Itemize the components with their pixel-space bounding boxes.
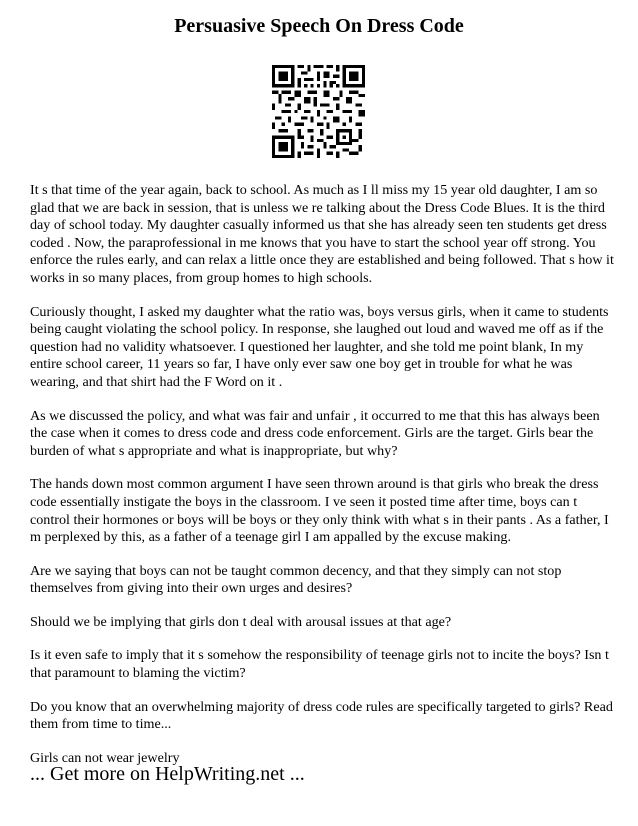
paragraph: Should we be implying that girls don t deal with arousal issues at that age? — [30, 613, 452, 630]
paragraph: It s that time of the year again, back to school. As much as I ll miss my 15 year old daughter, I am so glad that we are back in session, that is unless we re talking about the Dress Code Blues. It is the third day of school today. My daughter casually informed us that she has already seen ten students get dress coded . Now, the paraprofessional in me knows that you have to start the school year off strong. You enforce the rules early, and can relax a little once they are established and being followed. That s how it works in so many places, from group homes to high schools. — [30, 182, 614, 286]
paragraph: Curiously thought, I asked my daughter what the ratio was, boys versus girls, when it came to students being caught violating the school policy. In response, she laughed out loud and waved me off as if the question had no validity whatsoever. I questioned her laughter, and she told me point blank, In my entire school career, 11 years so far, I have only ever saw one boy get in trouble for what he was wearing, and that shirt had the F Word on it . — [30, 303, 609, 390]
paragraph: As we discussed the policy, and what was fair and unfair , it occurred to me that this has always been the case when it comes to dress code and dress code enforcement. Girls are the target. Girls bear the burden of what s appropriate and what is inappropriate, but why? — [30, 407, 600, 459]
qr-code-icon — [272, 65, 365, 158]
page-title: Persuasive Speech On Dress Code — [174, 15, 464, 37]
paragraph: Is it even safe to imply that it s somehow the responsibility of teenage girls not to incite the boys? Isn t that paramount to blaming the victim? — [30, 647, 609, 682]
paragraph: Do you know that an overwhelming majority of dress code rules are specifically targeted to girls? Read them from time to time... — [30, 698, 613, 733]
get-more-link[interactable]: ... Get more on HelpWriting.net ... — [30, 763, 305, 785]
article-body — [30, 182, 614, 783]
paragraph: Girls can not wear jewelry — [30, 749, 180, 766]
paragraph: Are we saying that boys can not be taught common decency, and that they simply can not stop themselves from giving into their own urges and desires? — [30, 562, 562, 597]
paragraph: The hands down most common argument I have seen thrown around is that girls who break the dress code essentially instigate the boys in the classroom. I ve seen it posted time after time, boys can t control their hormones or boys will be boys or they only think with what s in their pants . As a father, I m perplexed by this, as a father of a teenage girl I am appalled by the excuse making. — [30, 476, 609, 546]
